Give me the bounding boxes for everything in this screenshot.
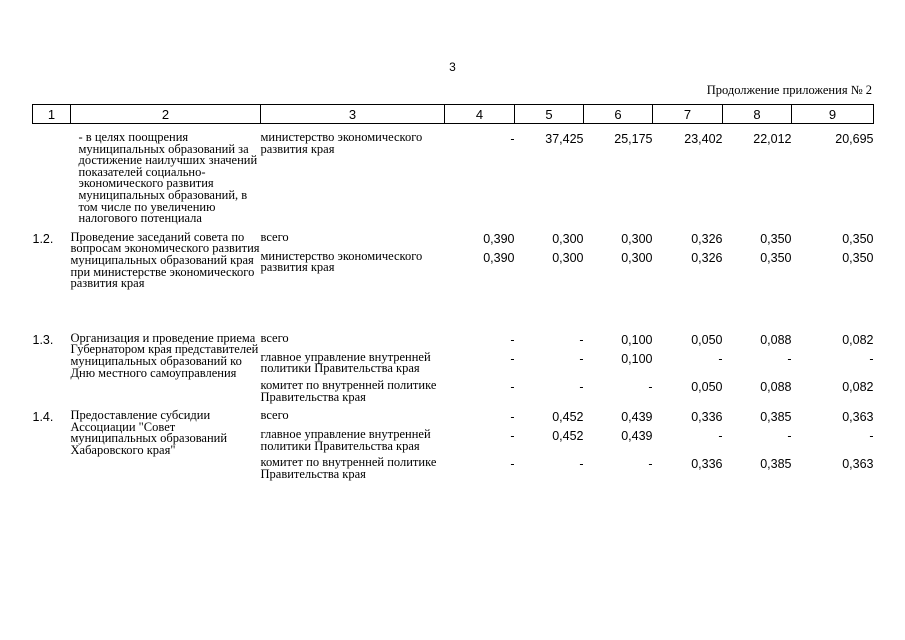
column-header: 2 (71, 105, 261, 124)
value-cell: - (718, 351, 723, 366)
value-cell: 0,082 (842, 379, 874, 394)
value-cell: 0,452 (552, 410, 584, 425)
page-number: 3 (449, 60, 456, 74)
row-number (33, 124, 71, 225)
continuation-label: Продолжение приложения № 2 (706, 83, 872, 97)
column-header: 5 (515, 105, 584, 124)
measure-name: Предоставление субсидии Ассоциации "Совет муниципальных образований Хабаровского края" (70, 408, 228, 457)
value-cell: 0,300 (621, 250, 653, 265)
value-cell: - (510, 132, 515, 146)
executor: министерство экономического развития края (260, 130, 423, 156)
value-cell: - (579, 332, 584, 347)
value-cell: 0,326 (691, 231, 723, 246)
value-cell: 0,300 (621, 231, 653, 246)
column-header: 7 (653, 105, 723, 124)
row-number: 1.3. (32, 332, 54, 347)
value-cell: 0,452 (552, 429, 584, 444)
executor: всего (260, 229, 289, 244)
value-cell: 0,363 (842, 410, 874, 425)
value-cell: 0,336 (691, 457, 723, 472)
column-header: 3 (261, 105, 445, 124)
executor: главное управление внутренней политики Правительства края (260, 427, 431, 453)
value-cell: - (579, 351, 584, 366)
executor: комитет по внутренней политике Правительства края (260, 455, 437, 481)
value-cell: 0,050 (691, 332, 723, 347)
value-cell: - (510, 429, 515, 444)
column-header: 4 (445, 105, 515, 124)
value-cell: 0,385 (760, 457, 792, 472)
value-cell: - (579, 379, 584, 394)
value-cell: 0,350 (760, 231, 792, 246)
value-cell: 0,082 (842, 332, 874, 347)
value-cell: 0,439 (621, 410, 653, 425)
value-cell: 0,088 (760, 332, 792, 347)
appendix-table (32, 104, 874, 481)
value-cell: 0,385 (760, 410, 792, 425)
value-cell: - (510, 410, 515, 425)
value-cell: 0,050 (691, 379, 723, 394)
value-cell: 25,175 (614, 132, 653, 146)
column-header: 1 (33, 105, 71, 124)
row-number: 1.2. (32, 231, 54, 246)
measure-name: Организация и проведение приема Губернатором края представителей муниципальных образований ко Дню местного самоуправления (70, 330, 259, 380)
value-cell: - (510, 351, 515, 366)
value-cell: - (718, 429, 723, 444)
column-header: 9 (792, 105, 874, 124)
value-cell: 22,012 (753, 132, 792, 146)
table-header-row (33, 105, 874, 124)
value-cell: - (869, 429, 874, 444)
value-cell: 0,100 (621, 351, 653, 366)
value-cell: - (579, 457, 584, 472)
executor: министерство экономического развития края (260, 248, 423, 275)
value-cell: 0,326 (691, 250, 723, 265)
value-cell: - (648, 379, 653, 394)
value-cell: 0,088 (760, 379, 792, 394)
executor: комитет по внутренней политике Правительства края (260, 377, 437, 404)
executor: всего (260, 330, 289, 345)
value-cell: - (648, 457, 653, 472)
value-cell: - (510, 379, 515, 394)
value-cell: 0,439 (621, 429, 653, 444)
executor: всего (260, 408, 289, 423)
value-cell: 0,300 (552, 231, 584, 246)
value-cell: 20,695 (835, 132, 874, 146)
measure-name: - в целях поощрения муниципальных образований за достижение наилучших значений показателей социально-экономического развития муниципальных образований, в том числе по увеличению налогового потенциала (78, 130, 258, 226)
table-row (33, 403, 874, 424)
table-row (33, 326, 874, 347)
executor: главное управление внутренней политики Правительства края (260, 349, 431, 376)
value-cell: 0,350 (842, 250, 874, 265)
value-cell: - (787, 429, 792, 444)
value-cell: 37,425 (545, 132, 584, 146)
value-cell: 0,336 (691, 410, 723, 425)
row-number: 1.4. (32, 410, 54, 425)
value-cell: - (787, 351, 792, 366)
value-cell: 0,350 (760, 250, 792, 265)
measure-name: Проведение заседаний совета по вопросам экономического развития муниципальных образований края при министерстве экономического развития края (70, 229, 260, 291)
table-row (33, 124, 874, 225)
value-cell: - (869, 351, 874, 366)
value-cell: 0,390 (483, 250, 515, 265)
value-cell: 0,100 (621, 332, 653, 347)
table-row (33, 225, 874, 246)
column-header: 6 (584, 105, 653, 124)
column-header: 8 (723, 105, 792, 124)
value-cell: 0,363 (842, 457, 874, 472)
value-cell: - (510, 332, 515, 347)
value-cell: 0,390 (483, 231, 515, 246)
value-cell: - (510, 457, 515, 472)
value-cell: 0,350 (842, 231, 874, 246)
value-cell: 23,402 (684, 132, 723, 146)
value-cell: 0,300 (552, 250, 584, 265)
